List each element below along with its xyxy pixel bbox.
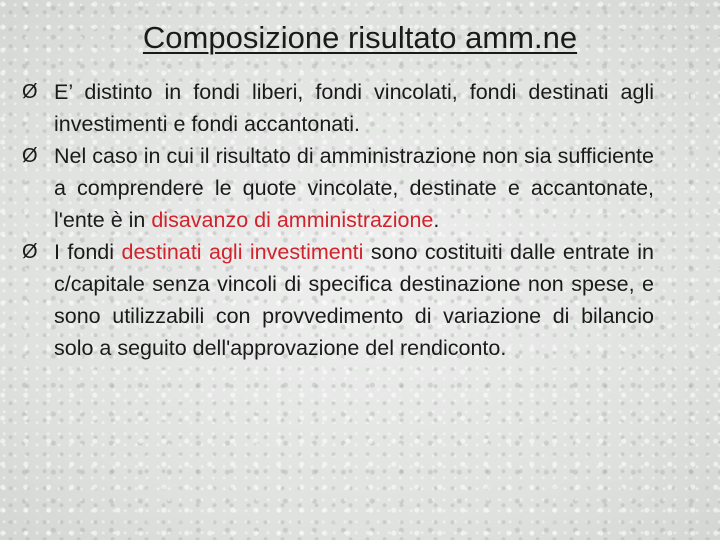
- bullet-text: I fondi: [54, 240, 122, 264]
- bullet-item: [22, 76, 654, 140]
- bullet-text: sono costituiti dalle entrate in c/capitale senza vincoli di specifica destinazione non spese, e sono utilizzabili con provvedimento di variazione di bilancio solo a seguito dell'approvazione del rendiconto.: [54, 240, 655, 360]
- arrow-bullet-icon: Ø: [22, 241, 38, 263]
- bullet-text: E’ distinto in fondi liberi, fondi vincolati, fondi destinati agli investimenti e fondi accantonati.: [54, 80, 654, 136]
- arrow-bullet-icon: Ø: [22, 81, 38, 103]
- bullet-item: [22, 236, 654, 364]
- slide-title: Composizione risultato amm.ne: [142, 20, 578, 55]
- highlighted-text: disavanzo di amministrazione: [151, 208, 434, 232]
- bullet-text: .: [433, 208, 440, 232]
- highlighted-text: destinati agli investimenti: [121, 240, 364, 264]
- bullet-list: [22, 76, 654, 364]
- bullet-item: [22, 140, 654, 236]
- bullet-text: Nel caso in cui il risultato di amministrazione non sia sufficiente a comprendere le quote vincolate, destinate e accantonate, l'ente è in: [54, 144, 654, 232]
- arrow-bullet-icon: Ø: [22, 145, 38, 167]
